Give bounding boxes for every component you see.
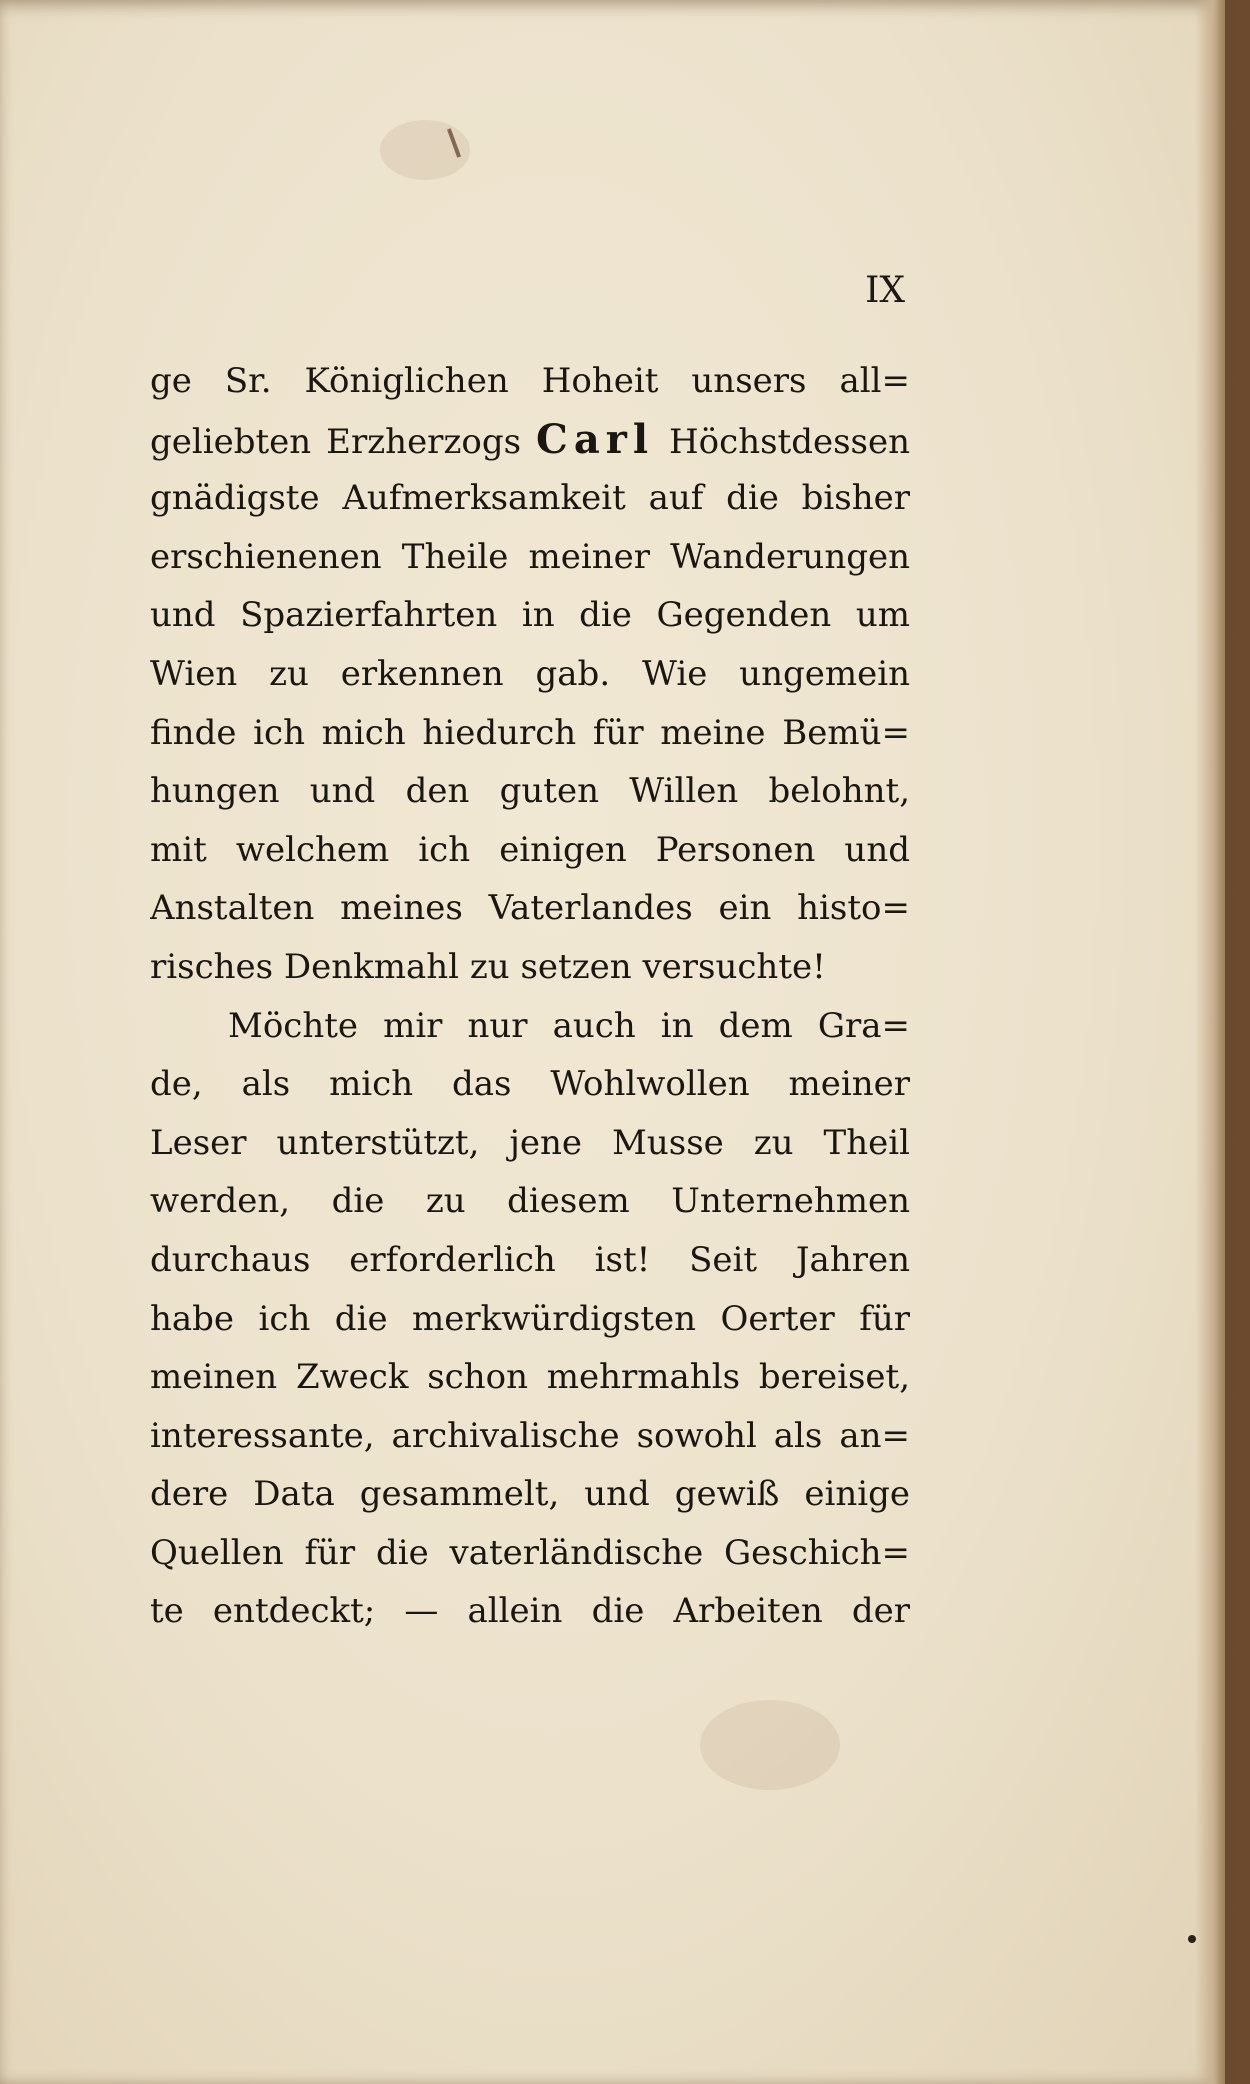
text-line: finde ich mich hiedurch für meine Bemü= — [150, 712, 910, 753]
text-line: und Spazierfahrten in die Gegenden um — [150, 595, 910, 636]
ink-dot — [1188, 1935, 1196, 1943]
text-line: ge Sr. Königlichen Hoheit unsers all= — [150, 361, 910, 401]
text-line: Möchte mir nur auch in dem Gra= — [228, 1005, 910, 1046]
text-line: werden, die zu diesem Unternehmen — [150, 1181, 910, 1222]
page-number: IX — [865, 270, 905, 311]
page-edge — [1195, 0, 1225, 2084]
text-line: risches Denkmahl zu setzen versuchte! — [150, 946, 826, 987]
text-line — [150, 411, 910, 470]
text-line: erschienenen Theile meiner Wanderungen — [150, 536, 910, 577]
text-line: Anstalten meines Vaterlandes ein histo= — [150, 888, 910, 929]
emphasized-name: Carl — [536, 415, 655, 463]
text-line: Wien zu erkennen gab. Wie ungemein — [150, 653, 910, 694]
text-segment: Höchstdessen — [654, 421, 910, 462]
paper-stain — [700, 1700, 840, 1790]
text-line: te entdeckt; — allein die Arbeiten der — [150, 1591, 910, 1632]
text-line: hungen und den guten Willen belohnt, — [150, 771, 910, 812]
text-line: Leser unterstützt, jene Musse zu Theil — [150, 1122, 910, 1163]
text-line: durchaus erforderlich ist! Seit Jahren — [150, 1239, 910, 1280]
text-line: dere Data gesammelt, und gewiß einige — [150, 1474, 910, 1515]
text-line: Quellen für die vaterländische Geschich= — [150, 1532, 910, 1573]
text-line: interessante, archivalische sowohl als an= — [150, 1415, 910, 1456]
text-line: de, als mich das Wohlwollen meiner — [150, 1064, 910, 1105]
text-segment: geliebten Erzherzogs — [150, 421, 537, 462]
text-line: meinen Zweck schon mehrmahls bereiset, — [150, 1357, 910, 1398]
body-text — [150, 352, 910, 1641]
text-line: habe ich die merkwürdigsten Oerter für — [150, 1298, 910, 1339]
text-line: mit welchem ich einigen Personen und — [150, 829, 910, 870]
text-line: gnädigste Aufmerksamkeit auf die bisher — [150, 478, 910, 519]
